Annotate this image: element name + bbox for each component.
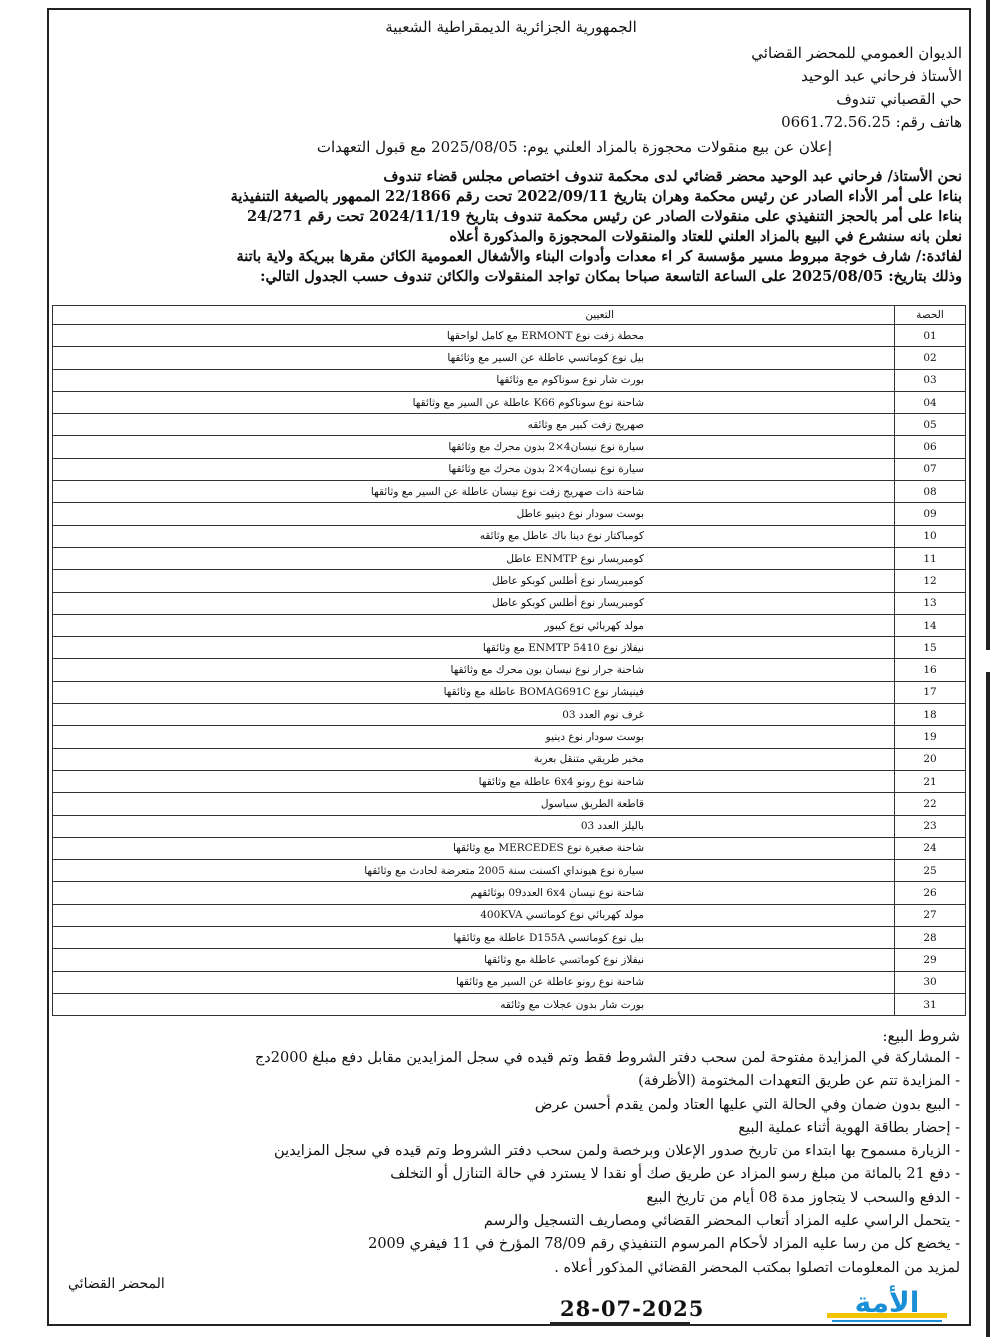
lot-description: بوست سودار نوع دينيو عاطل bbox=[53, 503, 895, 525]
table-row bbox=[53, 347, 966, 369]
lot-number: 05 bbox=[895, 414, 966, 436]
lot-number: 06 bbox=[895, 436, 966, 458]
lot-number: 22 bbox=[895, 793, 966, 815]
lot-number: 11 bbox=[895, 547, 966, 569]
table-row bbox=[53, 592, 966, 614]
lot-description: شاحنة نوع سوناكوم K66 عاطلة عن السير مع وثائقها bbox=[53, 391, 895, 413]
table-row bbox=[53, 815, 966, 837]
table-row bbox=[53, 704, 966, 726]
right-edge-bar-lower bbox=[986, 672, 990, 1337]
lot-description: شاحنة نوع نيسان 6x4 العدد09 بوثائقهم bbox=[53, 882, 895, 904]
lot-description: مولد كهربائي نوع كوماتسي 400KVA bbox=[53, 904, 895, 926]
lot-description: غرف نوم العدد 03 bbox=[53, 704, 895, 726]
lot-number: 17 bbox=[895, 681, 966, 703]
table-row bbox=[53, 436, 966, 458]
table-row bbox=[53, 547, 966, 569]
lot-number: 01 bbox=[895, 325, 966, 347]
right-edge-bar bbox=[986, 0, 990, 650]
lots-table bbox=[52, 305, 966, 1016]
lot-description: بورت شار بدون عجلات مع وثائقه bbox=[53, 993, 895, 1015]
bailiff-signature-label: المحضر القضائي bbox=[68, 1276, 165, 1292]
condition-item: لمزيد من المعلومات اتصلوا بمكتب المحضر القضائي المذكور أعلاه . bbox=[554, 1259, 960, 1276]
announcement-title: إعلان عن بيع منقولات محجوزة بالمزاد العلني يوم: 2025/08/05 مع قبول التعهدات bbox=[316, 138, 832, 156]
table-row bbox=[53, 793, 966, 815]
date-underline bbox=[550, 1322, 690, 1324]
lot-description: قاطعة الطريق سياسول bbox=[53, 793, 895, 815]
lot-number: 27 bbox=[895, 904, 966, 926]
lot-number: 19 bbox=[895, 726, 966, 748]
conditions-title: شروط البيع: bbox=[882, 1027, 960, 1045]
lot-number: 20 bbox=[895, 748, 966, 770]
table-row bbox=[53, 748, 966, 770]
table-row bbox=[53, 726, 966, 748]
table-row bbox=[53, 525, 966, 547]
lot-number: 13 bbox=[895, 592, 966, 614]
lot-number: 21 bbox=[895, 770, 966, 792]
announcement-header bbox=[60, 18, 962, 287]
table-row bbox=[53, 971, 966, 993]
table-row bbox=[53, 949, 966, 971]
table-row bbox=[53, 770, 966, 792]
lot-number: 12 bbox=[895, 570, 966, 592]
table-row bbox=[53, 927, 966, 949]
lot-description: كومبريسار نوع ENMTP عاطل bbox=[53, 547, 895, 569]
lot-description: محطة زفت نوع ERMONT مع كامل لواحقها bbox=[53, 325, 895, 347]
phone-number: هاتف رقم: 0661.72.56.25 bbox=[781, 113, 962, 131]
lot-number: 25 bbox=[895, 860, 966, 882]
table-row bbox=[53, 458, 966, 480]
condition-item: - المشاركة في المزايدة مفتوحة لمن سحب دفتر الشروط فقط وتم قيده في سجل المزايدين مقابل دفع مبلغ 2000دج bbox=[254, 1050, 960, 1066]
condition-item: - يخضع كل من رسا عليه المزاد لأحكام المرسوم التنفيذي رقم 78/09 المؤرخ في 11 فيفري 2009 bbox=[368, 1236, 960, 1253]
body-line: لفائدة:/ شارف خوجة مبروط مسير مؤسسة كر اء معدات وأدوات البناء والأشغال العمومية الكائن مقرها ببريكة ولاية باتنة bbox=[236, 248, 962, 265]
lot-number: 14 bbox=[895, 614, 966, 636]
table-row bbox=[53, 414, 966, 436]
table-header-row bbox=[53, 306, 966, 325]
lot-description: سيارة نوع هيونداي اكسنت سنة 2005 متعرضة لحادث مع وثائقها bbox=[53, 860, 895, 882]
lot-description: مخبر طريقي متنقل بعربة bbox=[53, 748, 895, 770]
lot-description: سيارة نوع نيسان4×2 بدون محرك مع وثائقها bbox=[53, 436, 895, 458]
body-line: بناءا على أمر بالحجز التنفيذي على منقولات الصادر عن رئيس محكمة تندوف بتاريخ 2024/11/19 تحت رقم 24/271 bbox=[246, 208, 962, 225]
lot-description: شاحنة صغيرة نوع MERCEDES مع وثائقها bbox=[53, 837, 895, 859]
lot-description: بوست سودار نوع دينيو bbox=[53, 726, 895, 748]
lot-description: شاحنة نوع رونو 6x4 عاطلة مع وثائقها bbox=[53, 770, 895, 792]
lot-number: 16 bbox=[895, 659, 966, 681]
table-row bbox=[53, 325, 966, 347]
body-line: وذلك بتاريخ: 2025/08/05 على الساعة التاسعة صباحا بمكان تواجد المنقولات والكائن تندوف حسب الجدول التالي: bbox=[260, 268, 962, 285]
condition-item: - البيع بدون ضمان وفي الحالة التي عليها العتاد ولمن يقدم أحسن عرض bbox=[534, 1096, 960, 1113]
table-row bbox=[53, 570, 966, 592]
body-line: نعلن بانه سنشرع في البيع بالمزاد العلني للعتاد والمنقولات المحجوزة والمذكورة أعلاه bbox=[449, 228, 962, 245]
lot-description: كومبريسار نوع أطلس كوبكو عاطل bbox=[53, 592, 895, 614]
lot-description: مولد كهربائي نوع كيبور bbox=[53, 614, 895, 636]
lot-number: 23 bbox=[895, 815, 966, 837]
lot-description: بيل نوع كوماتسي D155A عاطلة مع وثائقها bbox=[53, 927, 895, 949]
table-row bbox=[53, 860, 966, 882]
lot-description: بيل نوع كوماتسي عاطلة عن السير مع وثائقها bbox=[53, 347, 895, 369]
condition-item: - إحضار بطاقة الهوية أثناء عملية البيع bbox=[738, 1119, 960, 1136]
lot-number: 10 bbox=[895, 525, 966, 547]
lot-description: نيفلاز نوع كوماتسي عاطلة مع وثائقها bbox=[53, 949, 895, 971]
lot-description: فينيشار نوع BOMAG691C عاطلة مع وثائقها bbox=[53, 681, 895, 703]
body-line: بناءا على أمر الأداء الصادر عن رئيس محكمة وهران بتاريخ 2022/09/11 تحت رقم 22/1866 الممهور بالصيغة التنفيذية bbox=[230, 188, 962, 205]
lot-number: 18 bbox=[895, 704, 966, 726]
lot-description: كومباكتار نوع دينا باك عاطل مع وثائقه bbox=[53, 525, 895, 547]
lot-description: كومبريسار نوع أطلس كوبكو عاطل bbox=[53, 570, 895, 592]
table-row bbox=[53, 681, 966, 703]
publication-date: 28-07-2025 bbox=[560, 1296, 705, 1321]
condition-item: - الزيارة مسموح بها ابتداء من تاريخ صدور الإعلان وبرخصة ولمن سحب دفتر الشروط وتم قيده في سجل المزايدين bbox=[274, 1143, 960, 1160]
bailiff-name: الأستاذ فرحاني عبد الوحيد bbox=[801, 67, 962, 85]
lot-number: 08 bbox=[895, 481, 966, 503]
table-row bbox=[53, 481, 966, 503]
sale-conditions bbox=[60, 1025, 960, 1280]
republic-title: الجمهورية الجزائرية الديمقراطية الشعبية bbox=[385, 18, 637, 36]
table-row bbox=[53, 369, 966, 391]
description-column-header: التعيين bbox=[53, 306, 895, 325]
lot-description: شاحنة ذات صهريج زفت نوع نيسان عاطلة عن السير مع وثائقها bbox=[53, 481, 895, 503]
lot-description: بورت شار نوع سوناكوم مع وثائقها bbox=[53, 369, 895, 391]
table-row bbox=[53, 659, 966, 681]
logo-tagline-bar bbox=[832, 1320, 942, 1322]
lot-description: باليلز العدد 03 bbox=[53, 815, 895, 837]
table-row bbox=[53, 503, 966, 525]
table-row bbox=[53, 637, 966, 659]
lots-table-body bbox=[53, 325, 966, 1016]
lot-description: نيفلاز نوع ENMTP 5410 مع وثائقها bbox=[53, 637, 895, 659]
lot-number: 29 bbox=[895, 949, 966, 971]
condition-item: - يتحمل الراسي عليه المزاد أتعاب المحضر القضائي ومصاريف التسجيل والرسم bbox=[483, 1213, 960, 1230]
table-row bbox=[53, 837, 966, 859]
lot-description: شاحنة جرار نوع نيسان بون محرك مع وثائقها bbox=[53, 659, 895, 681]
condition-item: - المزايدة تتم عن طريق التعهدات المختومة (الأظرفة) bbox=[638, 1073, 960, 1090]
body-line: نحن الأستاذ/ فرحاني عبد الوحيد محضر قضائي لدى محكمة تندوف اختصاص مجلس قضاء تندوف bbox=[383, 168, 962, 185]
lot-number: 07 bbox=[895, 458, 966, 480]
lot-number: 30 bbox=[895, 971, 966, 993]
lot-column-header: الحصة bbox=[895, 306, 966, 325]
office-address: حي القصباني تندوف bbox=[836, 90, 962, 108]
lot-number: 03 bbox=[895, 369, 966, 391]
lot-description: صهريج زفت كبير مع وثائقه bbox=[53, 414, 895, 436]
lot-description: سيارة نوع نيسان4×2 بدون محرك مع وثائقها bbox=[53, 458, 895, 480]
lot-number: 04 bbox=[895, 391, 966, 413]
office-name: الديوان العمومي للمحضر القضائي bbox=[751, 44, 962, 62]
newspaper-logo bbox=[827, 1285, 947, 1325]
lot-number: 02 bbox=[895, 347, 966, 369]
logo-wordmark: الأمة bbox=[854, 1286, 920, 1319]
condition-item: - دفع 21 بالمائة من مبلغ رسو المزاد عن طريق صك أو نقدا لا يسترد في حالة التنازل أو التخلف bbox=[390, 1166, 960, 1183]
lot-number: 26 bbox=[895, 882, 966, 904]
table-row bbox=[53, 614, 966, 636]
lot-number: 09 bbox=[895, 503, 966, 525]
lot-number: 15 bbox=[895, 637, 966, 659]
table-row bbox=[53, 993, 966, 1015]
table-row bbox=[53, 391, 966, 413]
lot-number: 24 bbox=[895, 837, 966, 859]
lot-number: 31 bbox=[895, 993, 966, 1015]
table-row bbox=[53, 882, 966, 904]
table-row bbox=[53, 904, 966, 926]
condition-item: - الدفع والسحب لا يتجاوز مدة 08 أيام من تاريخ البيع bbox=[646, 1189, 960, 1206]
lot-number: 28 bbox=[895, 927, 966, 949]
lot-description: شاحنة نوع رونو عاطلة عن السير مع وثائقها bbox=[53, 971, 895, 993]
